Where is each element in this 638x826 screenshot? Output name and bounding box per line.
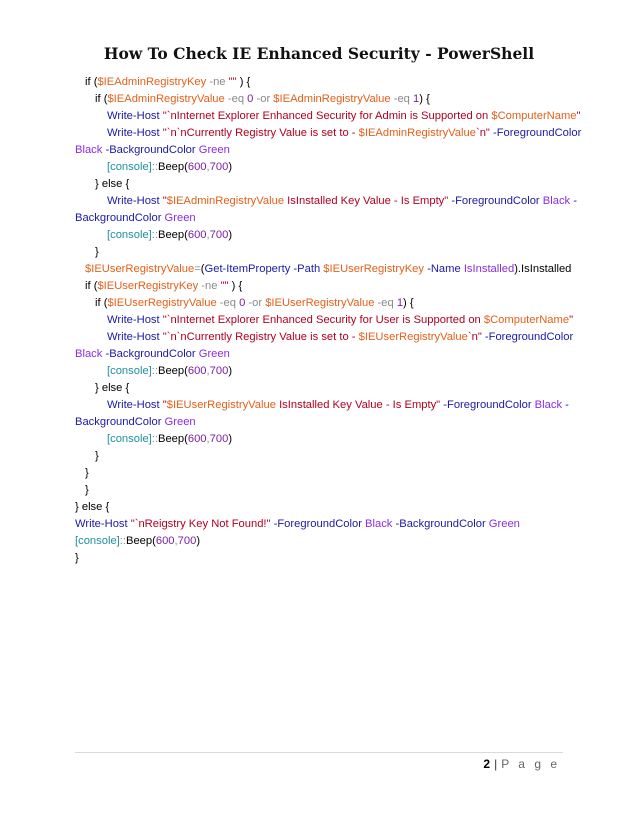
code-line (75, 193, 575, 210)
code-token: Green (161, 212, 196, 224)
code-token: $IEUserRegistryKey (97, 280, 199, 292)
code-token: $IEUserRegistryValue (358, 331, 468, 343)
code-token: Get-ItemProperty (204, 263, 291, 275)
code-line (75, 108, 581, 125)
footer-divider (75, 752, 563, 753)
code-token: -or (253, 93, 274, 105)
code-token: -or (245, 297, 266, 309)
code-token: IsInstalled (521, 263, 572, 275)
code-token: $IEAdminRegistryValue (166, 195, 285, 207)
code-token: Beep( (158, 229, 188, 241)
code-block (75, 74, 582, 567)
code-token: `n" (467, 331, 482, 343)
code-line (75, 397, 575, 414)
code-token: "`nReigstry Key Not Found!" (127, 518, 271, 530)
code-token: "`n`nCurrently Registry Value is set to - (159, 127, 359, 139)
code-line (75, 142, 575, 159)
code-token: BackgroundColor (75, 416, 162, 428)
code-token: 700 (209, 161, 229, 173)
code-token: - (570, 195, 577, 207)
code-token: $IEUserRegistryKey (323, 263, 425, 275)
code-token: $IEUserRegistryValue (107, 297, 217, 309)
page-footer (483, 757, 560, 771)
code-token: if ( (85, 280, 98, 292)
code-line (75, 448, 575, 465)
code-token: -eq (224, 93, 248, 105)
code-token: "`nInternet Explorer Enhanced Security for Admin is Supported on (159, 110, 492, 122)
page-label: P a g e (501, 757, 560, 771)
code-line (75, 74, 575, 91)
code-token: 700 (209, 433, 229, 445)
code-token: 0 (247, 93, 254, 105)
code-token: , (206, 365, 210, 377)
code-token: ) (228, 365, 233, 377)
code-token: -Path (290, 263, 324, 275)
code-token: ) { (228, 280, 243, 292)
code-token: -BackgroundColor (392, 518, 486, 530)
code-token: } (95, 246, 99, 258)
code-token: $IEAdminRegistryValue (107, 93, 225, 105)
code-token: -ForegroundColor (448, 195, 540, 207)
code-line (75, 465, 575, 482)
code-token: = (194, 263, 201, 275)
code-token: 1 (396, 297, 404, 309)
code-token: 600 (187, 229, 207, 241)
code-token: ). (514, 263, 522, 275)
code-token: } (75, 552, 79, 564)
code-line (75, 346, 575, 363)
code-token: "`nInternet Explorer Enhanced Security for User is Supported on (159, 314, 484, 326)
code-token: ( (200, 263, 205, 275)
code-line (75, 125, 582, 142)
code-token: Green (195, 348, 230, 360)
code-token: Black (531, 399, 563, 411)
code-line (75, 244, 575, 261)
code-token: 600 (187, 433, 207, 445)
code-line (75, 227, 575, 244)
code-line (75, 261, 575, 278)
code-token: Black (539, 195, 571, 207)
page-title: How To Check IE Enhanced Security - PowerShell (103, 44, 535, 63)
code-token: Write-Host (107, 314, 160, 326)
code-line (75, 533, 575, 550)
code-token: :: (119, 535, 126, 547)
code-token: ) { (419, 93, 430, 105)
code-token: Beep( (158, 161, 188, 173)
code-token: Black (75, 348, 103, 360)
code-token: " (576, 110, 581, 122)
code-line (75, 295, 575, 312)
code-token: "" (228, 76, 237, 88)
code-token: ) { (236, 76, 251, 88)
code-line (75, 312, 575, 329)
code-token: ) (228, 161, 233, 173)
code-token: -Name (424, 263, 464, 275)
code-token: - (562, 399, 569, 411)
code-line (75, 91, 575, 108)
code-token: [console] (107, 365, 152, 377)
code-token: Write-Host (75, 518, 128, 530)
code-token: 700 (209, 229, 229, 241)
code-token: $ComputerName (483, 314, 570, 326)
code-token: Write-Host (107, 331, 160, 343)
code-token: } else { (75, 501, 110, 513)
code-token: -eq (390, 93, 413, 105)
code-token: Write-Host (107, 110, 160, 122)
code-token: 600 (187, 161, 207, 173)
code-token: :: (151, 365, 158, 377)
code-token: , (174, 535, 178, 547)
code-token: [console] (107, 161, 152, 173)
code-line (75, 550, 575, 567)
code-token: IsInstalled Key Value - Is Empty" (284, 195, 449, 207)
code-token: , (206, 433, 210, 445)
code-token: } (95, 450, 99, 462)
code-line (75, 159, 575, 176)
code-token: -ForegroundColor (440, 399, 532, 411)
code-token: Green (195, 144, 230, 156)
code-line (75, 329, 575, 346)
code-token: IsInstalled Key Value - Is Empty" (275, 399, 441, 411)
code-token: -eq (374, 297, 397, 309)
code-token: $IEUserRegistryValue (166, 399, 276, 411)
code-token: -eq (216, 297, 240, 309)
code-token: [console] (107, 433, 152, 445)
code-token: :: (151, 433, 158, 445)
code-token: Write-Host (107, 195, 160, 207)
code-token: IsInstalled (463, 263, 515, 275)
code-token: } (85, 484, 89, 496)
code-token: " (569, 314, 574, 326)
code-token: Beep( (126, 535, 156, 547)
code-token: 0 (239, 297, 246, 309)
code-token: -ForegroundColor (270, 518, 362, 530)
code-token: ) (228, 229, 233, 241)
code-token: Black (75, 144, 103, 156)
code-token: if ( (95, 297, 108, 309)
code-token: `n" (475, 127, 490, 139)
code-line (75, 516, 575, 533)
code-token: -ne (206, 76, 229, 88)
code-token: } else { (95, 178, 130, 190)
code-token: $IEAdminRegistryValue (358, 127, 476, 139)
code-token: Black (361, 518, 393, 530)
code-token: " (159, 399, 167, 411)
code-token: "`n`nCurrently Registry Value is set to - (159, 331, 359, 343)
code-line (75, 482, 575, 499)
code-line (75, 414, 575, 431)
code-token: } (85, 467, 89, 479)
code-line (75, 363, 575, 380)
code-token: -ForegroundColor (481, 331, 574, 343)
code-token: ) (228, 433, 233, 445)
code-line (75, 210, 575, 227)
code-token: [console] (107, 229, 152, 241)
code-token: 700 (177, 535, 197, 547)
code-token: BackgroundColor (75, 212, 162, 224)
code-token: -BackgroundColor (102, 348, 196, 360)
code-token: " (159, 195, 167, 207)
code-token: $IEUserRegistryValue (265, 297, 375, 309)
code-line (75, 499, 575, 516)
code-token: [console] (75, 535, 120, 547)
code-token: Green (485, 518, 520, 530)
code-token: :: (151, 161, 158, 173)
code-token: $IEAdminRegistryKey (97, 76, 207, 88)
code-token: 700 (209, 365, 229, 377)
code-token: Beep( (158, 365, 188, 377)
code-token: , (206, 229, 210, 241)
code-token: if ( (95, 93, 108, 105)
footer-separator: | (494, 757, 498, 771)
code-token: -BackgroundColor (102, 144, 196, 156)
code-line (75, 278, 575, 295)
code-token: :: (151, 229, 158, 241)
code-token: Beep( (158, 433, 188, 445)
page-number: 2 (483, 757, 491, 771)
code-token: $ComputerName (491, 110, 577, 122)
code-token: 600 (187, 365, 207, 377)
code-line (75, 431, 575, 448)
code-token: $IEAdminRegistryValue (273, 93, 391, 105)
code-token: 1 (413, 93, 420, 105)
code-token: -ForegroundColor (489, 127, 582, 139)
code-token: Write-Host (107, 127, 160, 139)
code-token: $IEUserRegistryValue (85, 263, 195, 275)
code-token: , (206, 161, 210, 173)
code-token: -ne (198, 280, 221, 292)
code-line (75, 176, 575, 193)
code-token: 600 (155, 535, 175, 547)
code-token: ) (196, 535, 201, 547)
code-token: } else { (95, 382, 130, 394)
code-token: Green (161, 416, 196, 428)
code-token: ) { (403, 297, 414, 309)
code-token: if ( (85, 76, 98, 88)
code-token: Write-Host (107, 399, 160, 411)
code-token: "" (220, 280, 229, 292)
code-line (75, 380, 575, 397)
